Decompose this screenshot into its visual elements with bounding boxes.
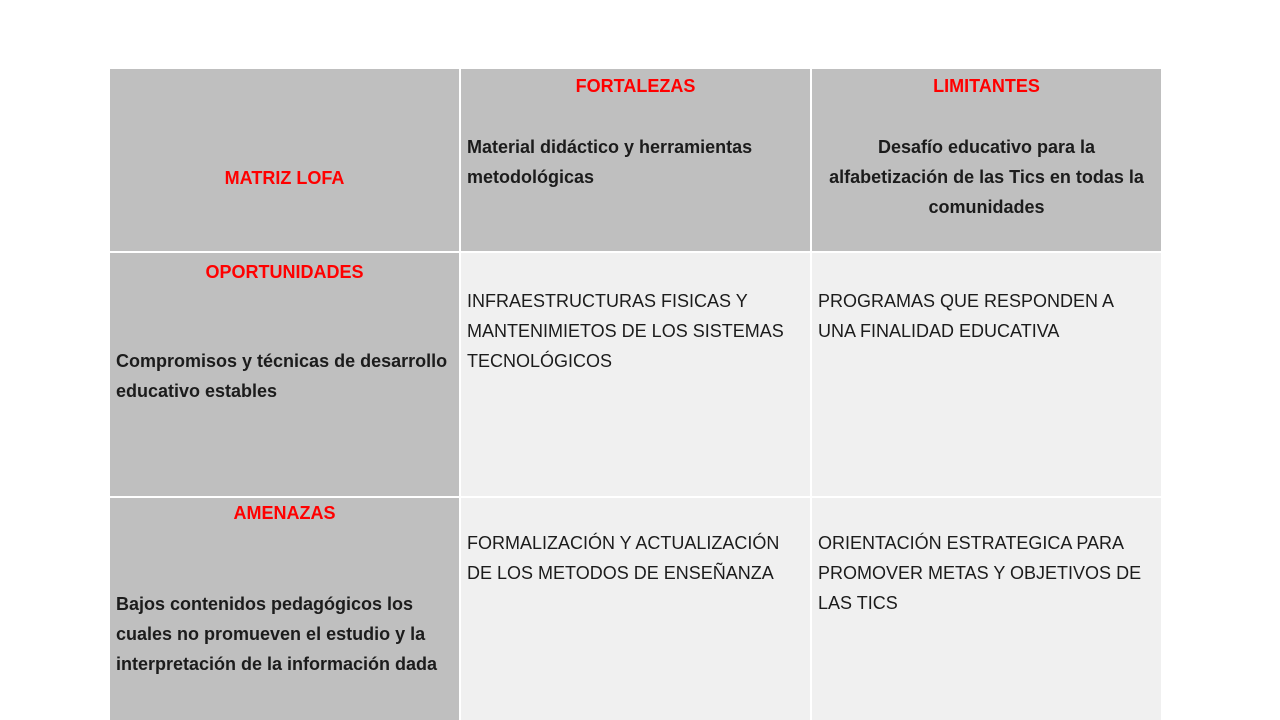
row-title-amenazas: AMENAZAS [233, 503, 336, 523]
row-oportunidades [109, 252, 1162, 497]
column-description-fortalezas: Material didáctico y herramientas metodológicas [467, 137, 753, 187]
cell-text: INFRAESTRUCTURAS FISICAS Y MANTENIMIETOS DE LOS SISTEMAS TECNOLÓGICOS [467, 291, 784, 371]
cell-text: PROGRAMAS QUE RESPONDEN A UNA FINALIDAD EDUCATIVA [818, 291, 1114, 341]
header-cell-limitantes [811, 68, 1162, 252]
row-title-oportunidades: OPORTUNIDADES [205, 262, 364, 282]
row-header-amenazas [109, 497, 460, 720]
cell-oportunidades-fortalezas [460, 252, 811, 497]
header-cell-fortalezas [460, 68, 811, 252]
row-header-oportunidades [109, 252, 460, 497]
matrix-title: MATRIZ LOFA [224, 168, 345, 188]
column-title-limitantes: LIMITANTES [933, 76, 1040, 96]
cell-amenazas-fortalezas [460, 497, 811, 720]
cell-oportunidades-limitantes [811, 252, 1162, 497]
cell-text: FORMALIZACIÓN Y ACTUALIZACIÓN DE LOS METODOS DE ENSEÑANZA [467, 533, 780, 583]
header-row [109, 68, 1162, 252]
cell-amenazas-limitantes [811, 497, 1162, 720]
cell-text: ORIENTACIÓN ESTRATEGICA PARA PROMOVER METAS Y OBJETIVOS DE LAS TICS [818, 533, 1142, 613]
row-description-amenazas: Bajos contenidos pedagógicos los cuales no promueven el estudio y la interpretación de la información dada [116, 594, 438, 674]
column-title-fortalezas: FORTALEZAS [575, 76, 696, 96]
column-description-limitantes: Desafío educativo para la alfabetización de las Tics en todas la comunidades [829, 137, 1144, 217]
row-amenazas [109, 497, 1162, 720]
lofa-matrix-table [108, 67, 1163, 720]
row-description-oportunidades: Compromisos y técnicas de desarrollo educativo estables [116, 351, 448, 401]
corner-cell [109, 68, 460, 252]
